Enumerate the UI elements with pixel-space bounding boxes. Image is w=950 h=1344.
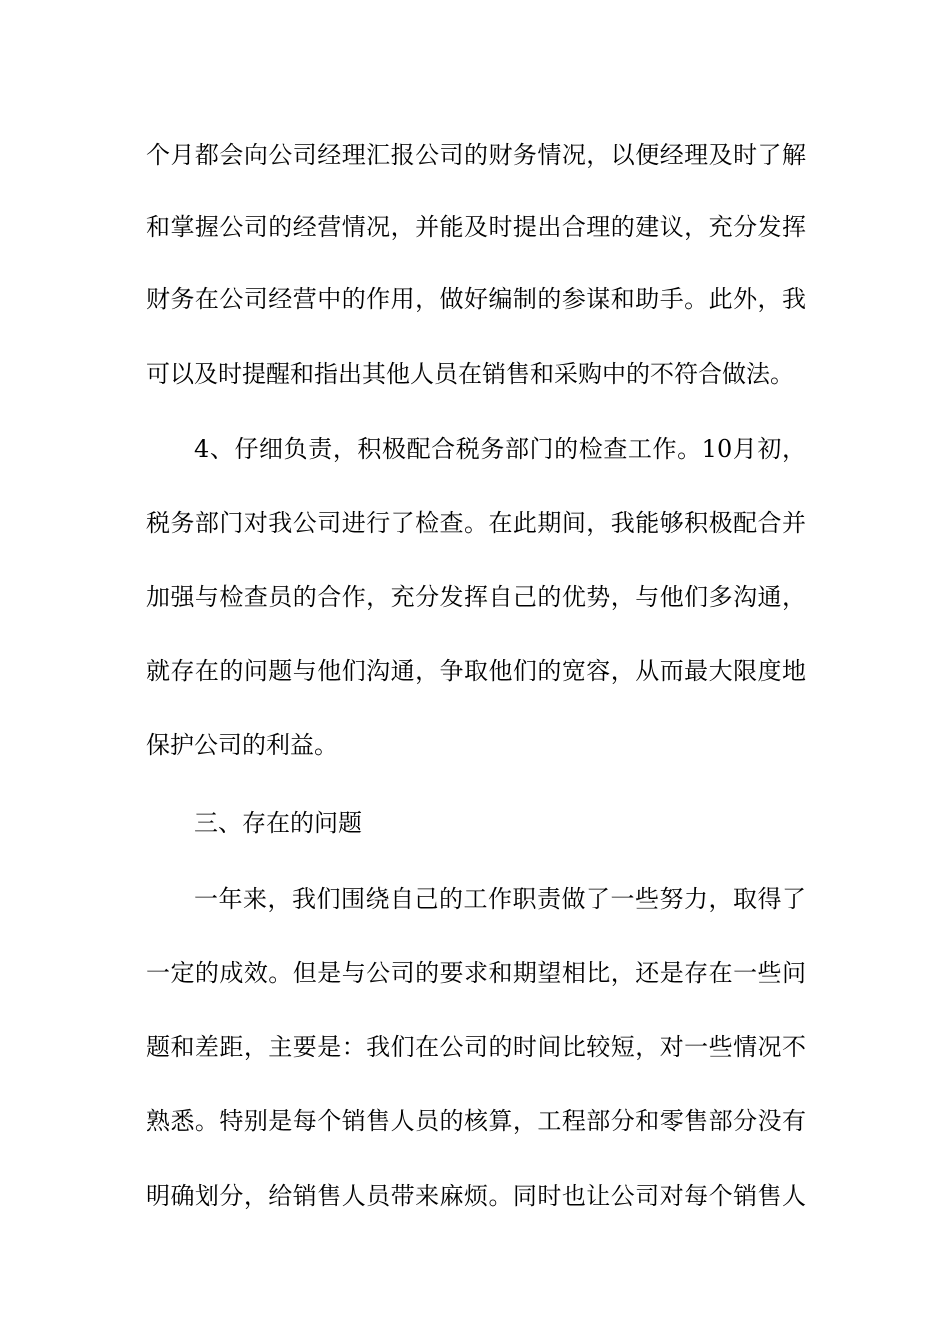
paragraph-line: 题和差距，主要是：我们在公司的时间比较短，对一些情况不 xyxy=(146,1033,806,1061)
paragraph-line: 税务部门对我公司进行了检查。在此期间，我能够积极配合并 xyxy=(146,509,806,537)
paragraph-line: 财务在公司经营中的作用，做好编制的参谋和助手。此外，我 xyxy=(146,285,806,313)
paragraph-line: 可以及时提醒和指出其他人员在销售和采购中的不符合做法。 xyxy=(146,360,794,388)
paragraph-line: 保护公司的利益。 xyxy=(146,731,338,759)
paragraph-line: 明确划分，给销售人员带来麻烦。同时也让公司对每个销售人 xyxy=(146,1182,806,1210)
paragraph-line: 加强与检查员的合作，充分发挥自己的优势，与他们多沟通， xyxy=(146,583,806,611)
paragraph-line: 一年来，我们围绕自己的工作职责做了一些努力，取得了 xyxy=(194,885,806,913)
paragraph-line: 一定的成效。但是与公司的要求和期望相比，还是存在一些问 xyxy=(146,959,806,987)
paragraph-line: 和掌握公司的经营情况，并能及时提出合理的建议，充分发挥 xyxy=(146,213,806,241)
section-heading: 三、存在的问题 xyxy=(194,809,362,837)
paragraph-line: 就存在的问题与他们沟通，争取他们的宽容，从而最大限度地 xyxy=(146,657,806,685)
paragraph-line: 4、仔细负责，积极配合税务部门的检查工作。10月初， xyxy=(194,435,806,463)
paragraph-line: 个月都会向公司经理汇报公司的财务情况，以便经理及时了解 xyxy=(146,141,806,169)
paragraph-line: 熟悉。特别是每个销售人员的核算，工程部分和零售部分没有 xyxy=(146,1107,806,1135)
